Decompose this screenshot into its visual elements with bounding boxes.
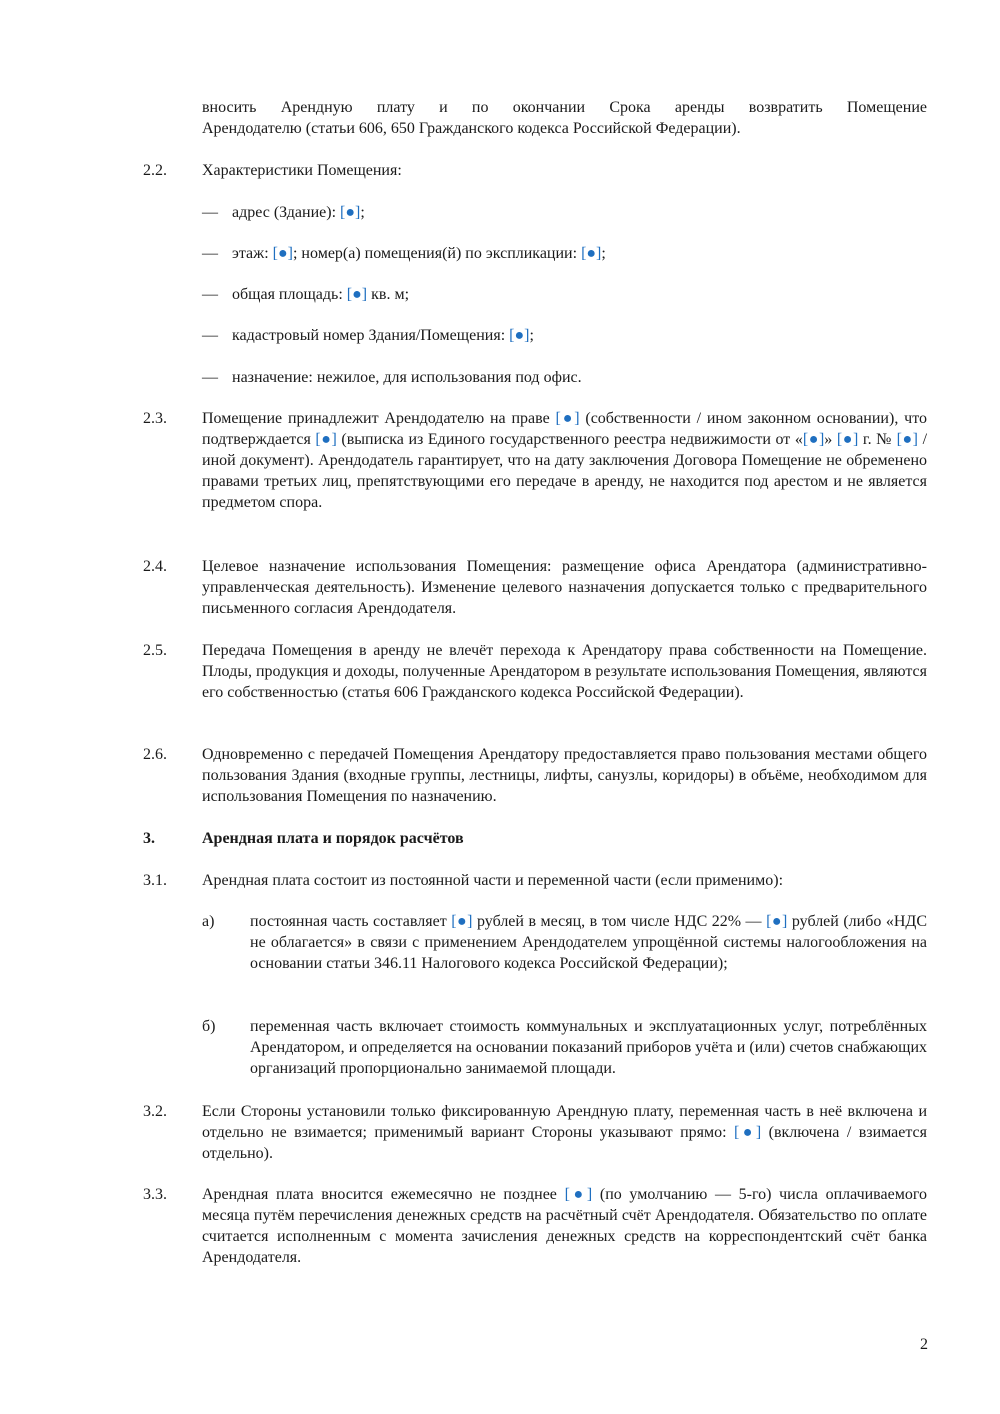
placeholder: [●]: [766, 913, 788, 930]
subitem-a-text: [250, 911, 927, 974]
text-run: Помещение принадлежит Арендодателю на праве: [202, 410, 556, 427]
dash-marker: —: [202, 327, 218, 344]
subitem-label-a: а): [202, 913, 215, 930]
clause-number-2-4: 2.4.: [143, 558, 167, 575]
clause-number-2-3: 2.3.: [143, 410, 167, 427]
clause-number-2-6: 2.6.: [143, 746, 167, 763]
purpose-text: назначение: нежилое, для использования под офис.: [232, 369, 582, 386]
clause-2-4-text: Целевое назначение использования Помещения: размещение офиса Арендатора (административно-управленческая деятельность). Изменение целевого назначения допускается только с предварительного письменного согласия Арендодателя.: [202, 558, 927, 617]
area-label: общая площадь:: [232, 286, 347, 303]
placeholder: [●]: [272, 245, 293, 262]
clause-number-3-3: 3.3.: [143, 1186, 167, 1203]
placeholder: [●]: [509, 327, 530, 344]
text-run: (включена / взимается отдельно).: [202, 1124, 928, 1162]
placeholder: [●]: [340, 204, 361, 221]
punct: ;: [360, 204, 365, 221]
placeholder: [●]: [555, 410, 580, 427]
clause-3-2-text: [202, 1101, 927, 1164]
placeholder: [●]: [734, 1124, 762, 1141]
placeholder: [●]: [896, 431, 919, 448]
intro-paragraph: [202, 97, 927, 139]
punct: ;: [529, 327, 534, 344]
list-item-floor: [202, 243, 606, 264]
clause-3-3-text: [202, 1184, 927, 1268]
clause-2-2-text: Характеристики Помещения:: [202, 162, 402, 179]
clause-3-1-text: Арендная плата состоит из постоянной части и переменной части (если применимо):: [202, 872, 784, 889]
section-number-3: 3.: [143, 830, 155, 847]
text-run: »: [824, 431, 837, 448]
text-run: рублей в месяц, в том числе НДС 22% —: [472, 913, 767, 930]
placeholder: [●]: [346, 286, 368, 303]
clause-number-2-5: 2.5.: [143, 642, 167, 659]
text-run: г. №: [858, 431, 897, 448]
area-unit: кв. м;: [367, 286, 410, 303]
text-run: постоянная часть составляет: [250, 913, 452, 930]
dash-marker: —: [202, 245, 218, 262]
address-label: адрес (Здание):: [232, 204, 341, 221]
text-run: Если Стороны установили только фиксированную Арендную плату, переменная часть в неё включена и отдельно не взимается; применимый вариант Стороны указывают прямо:: [202, 1103, 927, 1141]
clause-2-3-text: [202, 408, 927, 513]
dash-marker: —: [202, 204, 218, 221]
dash-marker: —: [202, 369, 218, 386]
placeholder: [●]: [836, 431, 859, 448]
clause-number-3-1: 3.1.: [143, 872, 167, 889]
floor-label: этаж:: [232, 245, 273, 262]
punct: ;: [601, 245, 606, 262]
placeholder: [●]: [564, 1186, 593, 1203]
dash-marker: —: [202, 286, 218, 303]
intro-line-1: вносить Арендную плату и по окончании Срока аренды возвратить Помещение: [202, 99, 927, 116]
room-number-label: ; номер(а) помещения(й) по экспликации:: [292, 245, 582, 262]
section-3-title: Арендная плата и порядок расчётов: [202, 830, 464, 847]
text-run: (по умолчанию — 5-го) числа оплачиваемого месяца путём перечисления денежных средств на расчётный счёт Арендодателя. Обязательство по оплате считается исполненным с момента зачисления денежных средств на корреспондентский счёт банка Арендодателя.: [202, 1186, 928, 1266]
list-item-address: [202, 202, 365, 223]
placeholder: [●]: [451, 913, 473, 930]
cadastral-label: кадастровый номер Здания/Помещения:: [232, 327, 510, 344]
subitem-label-b: б): [202, 1018, 216, 1035]
list-item-area: [202, 284, 409, 305]
text-run: (выписка из Единого государственного реестра недвижимости от «: [336, 431, 803, 448]
clause-2-5-text: Передача Помещения в аренду не влечёт перехода к Арендатору права собственности на Помещение. Плоды, продукция и доходы, полученные Арендатором в результате использования Помещения, являются его собственностью (статья 606 Гражданского кодекса Российской Федерации).: [202, 642, 927, 701]
placeholder: [●]: [802, 431, 825, 448]
clause-2-6-text: Одновременно с передачей Помещения Арендатору предоставляется право пользования местами общего пользования Здания (входные группы, лестницы, лифты, санузлы, коридоры) в объёме, необходимом для использования Помещения по назначению.: [202, 746, 927, 805]
text-run: / иной документ). Арендодатель гарантирует, что на дату заключения Договора Помещение не обременено правами третьих лиц, препятствующими его передаче в аренду, не находится под арестом и не является предметом спора.: [202, 431, 928, 511]
page-number: 2: [920, 1336, 928, 1353]
intro-line-2: Арендодателю (статьи 606, 650 Гражданского кодекса Российской Федерации).: [202, 120, 741, 137]
list-item-cadastral: [202, 325, 534, 346]
text-run: (собственности / ином законном основании), что подтверждается: [202, 410, 927, 448]
list-item-purpose: [202, 367, 582, 388]
subitem-b-text: переменная часть включает стоимость коммунальных и эксплуатационных услуг, потреблённых Арендатором, и определяется на основании показаний приборов учёта и (или) счетов снабжающих организаций пропорционально занимаемой площади.: [250, 1018, 927, 1077]
text-run: Арендная плата вносится ежемесячно не позднее: [202, 1186, 565, 1203]
clause-number-3-2: 3.2.: [143, 1103, 167, 1120]
text-run: рублей (либо «НДС не облагается» в связи с применением Арендодателем упрощённой системы налогообложения на основании статьи 346.11 Налогового кодекса Российской Федерации);: [250, 913, 927, 972]
clause-number-2-2: 2.2.: [143, 162, 167, 179]
placeholder: [●]: [581, 245, 602, 262]
placeholder: [●]: [315, 431, 337, 448]
